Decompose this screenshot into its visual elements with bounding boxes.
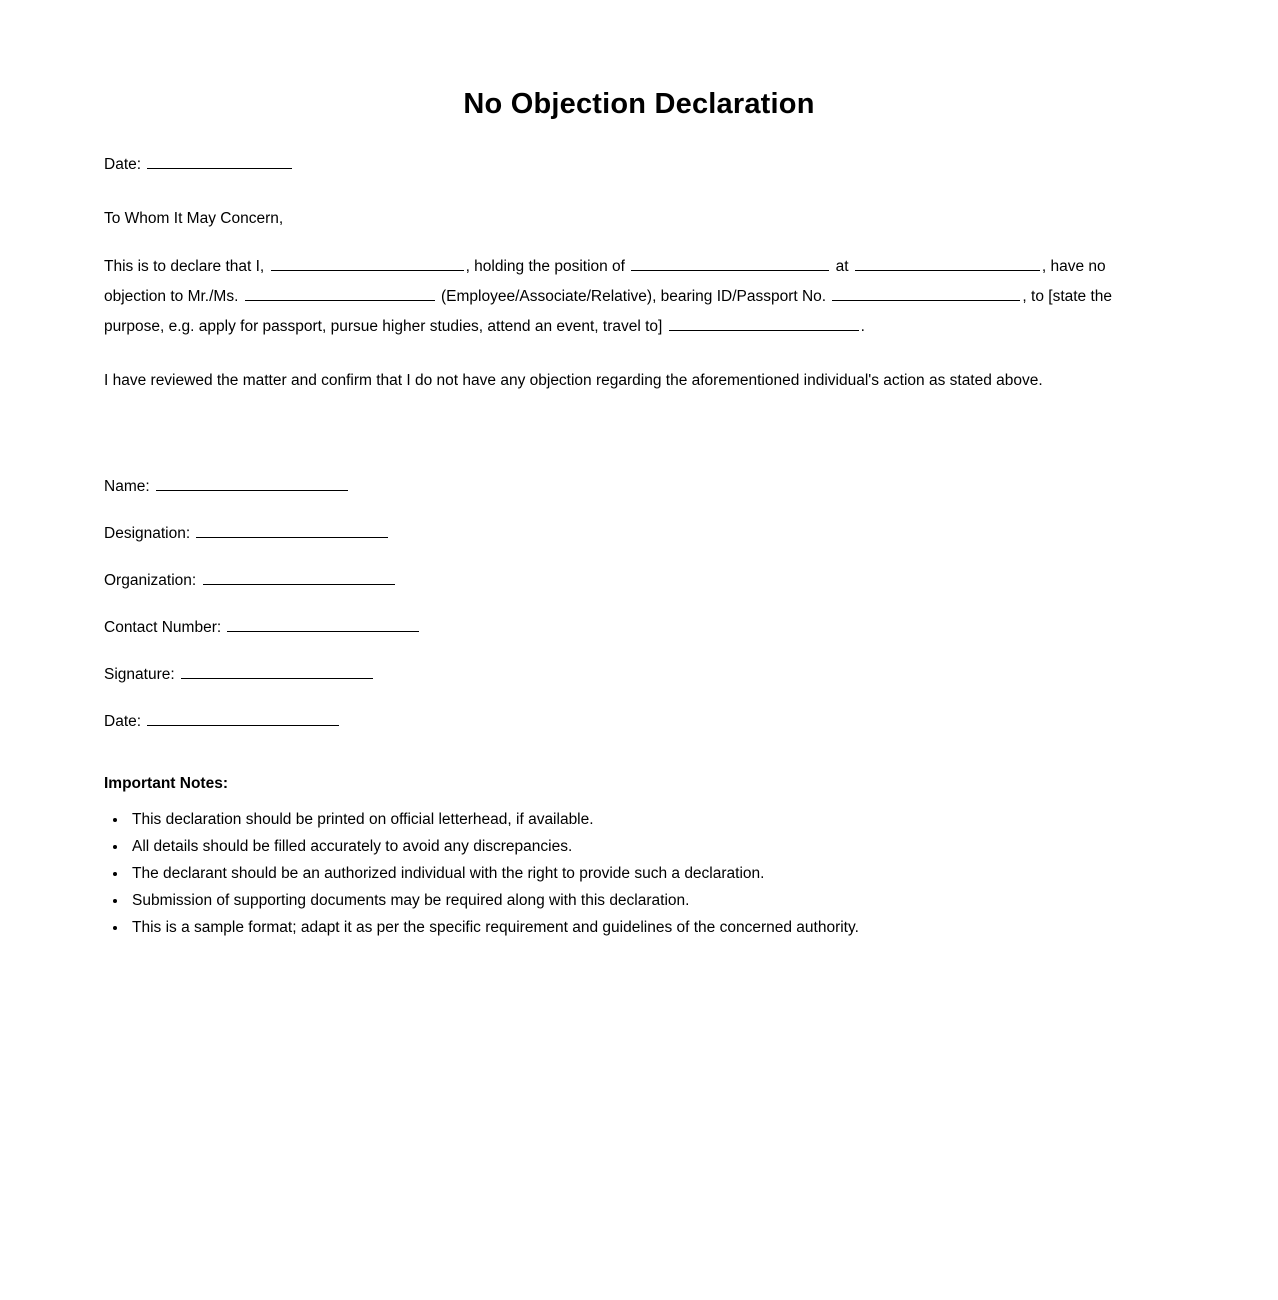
field-contact-number — [104, 613, 1152, 643]
id-passport-blank[interactable] — [832, 286, 1020, 301]
spacer — [104, 342, 1152, 366]
spacer — [104, 180, 1152, 204]
field-label-organization: Organization: — [104, 572, 197, 589]
declaration-text-7: . — [860, 318, 865, 335]
salutation: To Whom It May Concern, — [104, 210, 284, 227]
field-label-date: Date: — [104, 713, 142, 730]
date-blank-top[interactable] — [147, 154, 292, 169]
subject-name-blank[interactable] — [245, 286, 435, 301]
field-name — [104, 472, 1152, 502]
field-blank-date[interactable] — [147, 711, 339, 726]
field-blank-name[interactable] — [156, 476, 348, 491]
declaration-text-2: , holding the position of — [465, 258, 625, 275]
field-blank-contact-number[interactable] — [227, 617, 419, 632]
field-label-contact-number: Contact Number: — [104, 619, 222, 636]
field-label-designation: Designation: — [104, 525, 191, 542]
field-label-signature: Signature: — [104, 666, 175, 683]
date-line — [104, 150, 1152, 180]
declaration-text-6: , to [state the purpose, e.g. apply for passport, pursue higher studies, attend an event, travel to] — [104, 288, 1113, 335]
declaration-text-1: This is to declare that I, — [104, 258, 265, 275]
important-notes-title: Important Notes: — [104, 775, 228, 792]
document-body — [104, 150, 1152, 941]
important-notes-list — [104, 806, 1152, 941]
field-label-name: Name: — [104, 478, 150, 495]
list-item: • The declarant should be an authorized individual with the right to provide such a declaration. — [128, 860, 1152, 887]
page-title: No Objection Declaration — [463, 88, 815, 120]
declaration-text-5: (Employee/Associate/Relative), bearing ID/Passport No. — [441, 288, 827, 305]
field-date — [104, 707, 1152, 737]
spacer — [104, 438, 1152, 472]
declaration-text-3: at — [835, 258, 849, 275]
declaration-text-4: , have no objection to Mr./Ms. — [104, 258, 1106, 305]
spacer — [104, 396, 1152, 438]
declarant-name-blank[interactable] — [271, 256, 464, 271]
field-designation — [104, 519, 1152, 549]
date-label: Date: — [104, 156, 142, 173]
list-item: • All details should be filled accurately to avoid any discrepancies. — [128, 833, 1152, 860]
field-signature — [104, 660, 1152, 690]
organization-blank[interactable] — [855, 256, 1040, 271]
field-blank-designation[interactable] — [196, 523, 388, 538]
list-item: • This declaration should be printed on official letterhead, if available. — [128, 806, 1152, 833]
declaration-paragraph — [104, 252, 1152, 342]
purpose-blank[interactable] — [669, 316, 859, 331]
field-blank-organization[interactable] — [203, 570, 395, 585]
list-item: • This is a sample format; adapt it as per the specific requirement and guidelines of the concerned authority. — [128, 914, 1152, 941]
position-blank[interactable] — [631, 256, 829, 271]
field-blank-signature[interactable] — [181, 664, 373, 679]
list-item: • Submission of supporting documents may be required along with this declaration. — [128, 887, 1152, 914]
field-organization — [104, 566, 1152, 596]
confirmation-paragraph: I have reviewed the matter and confirm that I do not have any objection regarding the aforementioned individual's action as stated above. — [104, 372, 1043, 389]
spacer — [104, 754, 1152, 772]
spacer — [104, 234, 1152, 252]
